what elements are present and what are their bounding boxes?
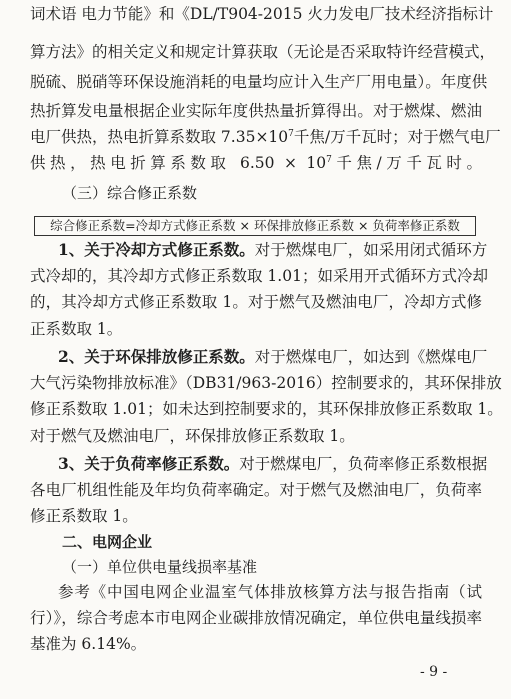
text-line: 脱硫、脱硝等环保设施消耗的电量均应计入生产厂用电量）。年度供 [30,73,488,91]
text-line: 词术语 电力节能》和《DL/T904-2015 火力发电厂技术经济指标计 [30,5,494,23]
text-span: 对于燃煤电厂，负荷率修正系数根据 [239,455,488,473]
superscript: 7 [288,128,294,139]
text-line: 修正系数取 1。 [30,507,138,525]
text-line: 大气污染物排放标准》（DB31/963-2016）控制要求的，其环保排放 [30,374,502,392]
text-line: 行）》，综合考虑本市电网企业碳排放情况确定，单位供电量线损率 [30,609,482,627]
text-line: 式冷却的，其冷却方式修正系数取 1.01；如采用开式循环方式冷却 [30,267,488,285]
item-heading: 3、关于负荷率修正系数。 [58,454,240,473]
text-line [58,240,488,260]
text-span: 供热，热电折算系数取 6.50 × 10 [30,154,327,172]
item-heading: 1、关于冷却方式修正系数。 [58,240,255,259]
text-line: 的，其冷却方式修正系数取 1。对于燃气及燃油电厂，冷却方式修 [30,293,482,311]
text-line: 对于燃气及燃油电厂，环保排放修正系数取 1。 [30,427,355,445]
text-span: 电厂供热，热电折算系数取 7.35×10 [30,128,289,146]
text-line: 热折算发电量根据企业实际年度供热量折算得出。对于燃煤、燃油 [30,102,482,120]
text-line: 算方法》的相关定义和规定计算获取（无论是否采取特许经营模式， [30,43,496,61]
text-line [30,153,482,173]
item-heading: 2、关于环保排放修正系数。 [58,347,255,366]
text-span: 千焦/万千瓦时。 [331,154,482,172]
text-line [58,347,488,367]
text-line [58,454,488,474]
formula-box: 综合修正系数=冷却方式修正系数 × 环保排放修正系数 × 负荷率修正系数 [34,216,476,236]
section-title: 二、电网企业 [62,533,153,551]
subsection-title: （一）单位供电量线损率基准 [62,558,258,576]
section-title: （三）综合修正系数 [62,184,198,202]
text-line: 修正系数取 1.01；如未达到控制要求的，其环保排放修正系数取 1。 [30,400,503,418]
text-line: 正系数取 1。 [30,320,123,338]
text-span: 对于燃煤电厂，如采用闭式循环方 [254,241,488,259]
text-line [30,127,501,147]
superscript: 7 [326,154,332,165]
text-line: 基准为 6.14%。 [30,635,147,653]
text-line: 各电厂机组性能及年均负荷率确定。对于燃气及燃油电厂，负荷率 [30,481,482,499]
text-span: 对于燃煤电厂，如达到《燃煤电厂 [254,348,488,366]
text-span: 千焦/万千瓦时；对于燃气电厂 [293,128,501,146]
text-line: 参考《中国电网企业温室气体排放核算方法与报告指南（试 [58,583,482,601]
page-number: - 9 - [420,664,448,680]
